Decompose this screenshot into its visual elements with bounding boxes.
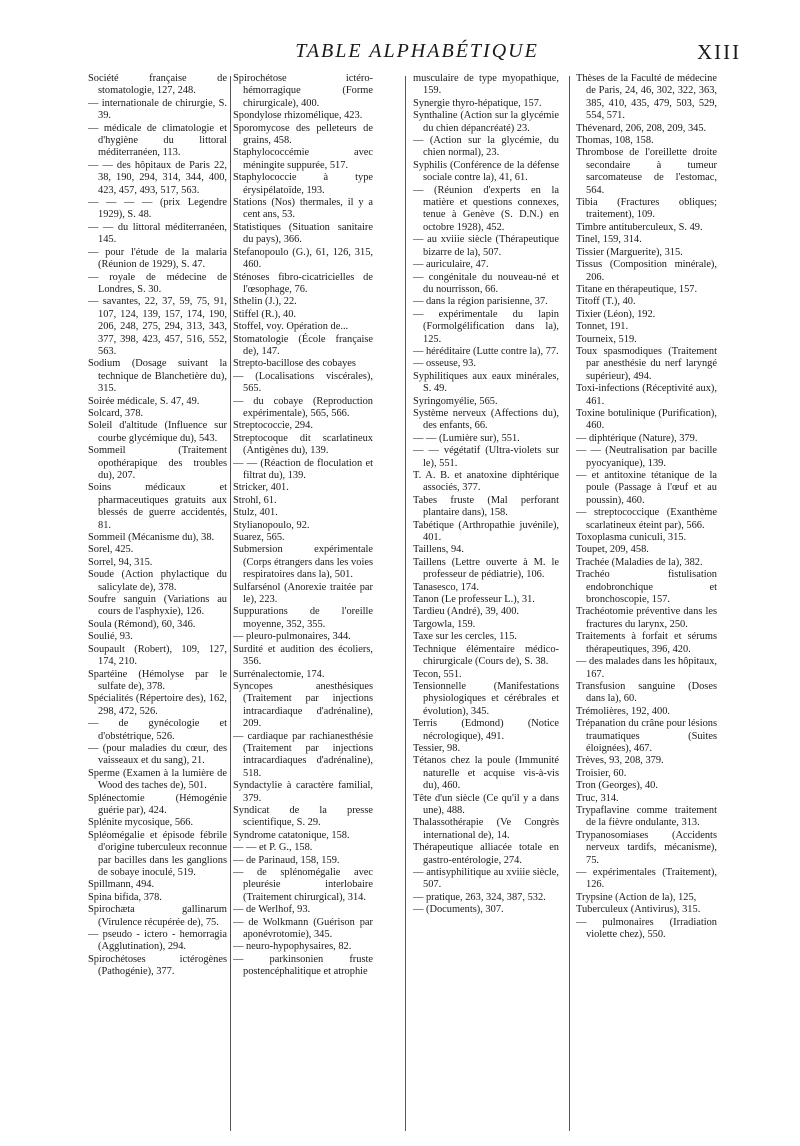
index-entry: Surrénalectomie, 174. bbox=[233, 668, 325, 680]
index-entry: Tibia (Fractures obliques; traitement), 109. bbox=[576, 197, 717, 221]
index-entry: Staphylococcémie avec méningite suppurée, 517. bbox=[233, 147, 373, 171]
index-entry: — au xviiie siècle (Thérapeutique bizarre de la), 507. bbox=[413, 234, 559, 258]
index-entry: Trypaflavine comme traitement de la fièvre ondulante, 313. bbox=[576, 804, 717, 829]
index-entry: — royale de médecine de Londres, S. 30. bbox=[88, 271, 227, 295]
index-entry: — parkinsonien fruste postencéphalitique et atrophie bbox=[233, 953, 373, 978]
index-entry: — dans la région parisienne, 37. bbox=[413, 296, 548, 308]
index-entry: — (Réunion d'experts en la matière et questions connexes, tenue à Genève (S. D.N.) en octobre 1928), 452. bbox=[413, 184, 559, 233]
index-entry: — des malades dans les hôpitaux, 167. bbox=[576, 656, 717, 680]
index-entry: Taillens (Lettre ouverte à M. le professeur de pédiatrie), 106. bbox=[413, 556, 559, 581]
index-entry: Suppurations de l'oreille moyenne, 352, 355. bbox=[233, 606, 373, 630]
index-entry: Thèses de la Faculté de médecine de Paris, 24, 46, 302, 322, 363, 385, 410, 435, 479, 503, 529, 554, 571. bbox=[576, 73, 717, 122]
index-entry: Tardieu (André), 39, 400. bbox=[413, 606, 520, 618]
index-entry: Syndactylie à caractère familial, 379. bbox=[233, 780, 373, 804]
column-divider bbox=[405, 76, 406, 1131]
index-entry: Thalassothérapie (Ve Congrès international de), 14. bbox=[413, 817, 559, 841]
index-entry: Soupault (Robert), 109, 127, 174, 210. bbox=[88, 643, 227, 668]
index-entry: Truc, 314. bbox=[576, 792, 619, 804]
index-entry: Toupet, 209, 458. bbox=[576, 544, 649, 556]
index-entry: Syndicat de la presse scientifique, S. 29. bbox=[233, 804, 373, 829]
index-entry: Sténoses fibro-cicatricielles de l'œsophage, 76. bbox=[233, 271, 373, 295]
index-entry: Troisier, 60. bbox=[576, 767, 627, 779]
index-entry: — de splénomégalie avec pleurésie interlobaire (Traitement chirurgical), 314. bbox=[233, 867, 373, 903]
index-entry: Solcard, 378. bbox=[88, 407, 144, 419]
index-entry: — streptococcique (Exanthème scarlatineux éteint par), 566. bbox=[576, 507, 717, 531]
index-entry: Tabétique (Arthropathie juvénile), 401. bbox=[413, 519, 559, 544]
index-entry: Staphylococcie à type érysipélatoïde, 193. bbox=[233, 172, 373, 196]
index-entry: — osseuse, 93. bbox=[413, 358, 476, 370]
index-entry: Timbre antituberculeux, S. 49. bbox=[576, 221, 703, 233]
index-entry: Traitements à forfait et sérums thérapeutiques, 396, 420. bbox=[576, 631, 717, 655]
index-entry: Splénite mycosique, 566. bbox=[88, 817, 194, 829]
index-entry: Trachéo fistulisation endobronchique et bronchoscopie, 157. bbox=[576, 569, 717, 606]
index-entry: — — des hôpitaux de Paris 22, 38, 190, 294, 314, 344, 400, 423, 457, 493, 517, 563. bbox=[88, 159, 227, 196]
index-entry: Taxe sur les cercles, 115. bbox=[413, 631, 517, 643]
index-entry: Sulfarsénol (Anorexie traitée par le), 223. bbox=[233, 581, 373, 606]
index-entry: — héréditaire (Lutte contre la), 77. bbox=[413, 345, 559, 357]
index-entry: Stomatologie (École française de), 147. bbox=[233, 333, 373, 357]
index-entry: — de gynécologie et d'obstétrique, 526. bbox=[88, 718, 227, 742]
index-entry: — de Werlhof, 93. bbox=[233, 904, 311, 916]
index-entry: Tissier (Marguerite), 315. bbox=[576, 246, 683, 258]
index-entry: — pulmonaires (Irradiation violette chez), 550. bbox=[576, 916, 717, 941]
index-entry: Soirée médicale, S. 47, 49. bbox=[88, 395, 200, 407]
index-entry: musculaire de type myopathique, 159. bbox=[413, 73, 559, 97]
index-entry: Stoffel, voy. Opération de... bbox=[233, 321, 349, 333]
index-column-3 bbox=[413, 73, 559, 1133]
index-entry: Transfusion sanguine (Doses dans la), 60. bbox=[576, 680, 717, 705]
index-entry: — — (Lumière sur), 551. bbox=[413, 432, 520, 444]
index-entry: Stylianopoulo, 92. bbox=[233, 519, 310, 531]
index-entry: Syringomyélie, 565. bbox=[413, 395, 498, 407]
index-entry: Streptocoque dit scarlatineux (Antigènes du), 139. bbox=[233, 432, 373, 457]
index-column-1 bbox=[88, 73, 227, 1133]
index-entry: Tonnet, 191. bbox=[576, 321, 629, 333]
index-entry: — cardiaque par rachianesthésie (Traitement par injections intracardiaques d'adrénaline), 518. bbox=[233, 730, 373, 779]
index-entry: Stricker, 401. bbox=[233, 482, 289, 494]
index-entry: — de Wolkmann (Guérison par aponévrotomie), 345. bbox=[233, 916, 373, 941]
index-entry: Stulz, 401. bbox=[233, 507, 278, 519]
index-entry: Sporomycose des pelleteurs de grains, 458. bbox=[233, 122, 373, 147]
index-entry: Sthelin (J.), 22. bbox=[233, 296, 297, 308]
index-entry: Spondylose rhizomélique, 423. bbox=[233, 110, 363, 122]
index-entry: Surdité et audition des écoliers, 356. bbox=[233, 643, 373, 668]
index-entry: Spina bifida, 378. bbox=[88, 891, 162, 903]
index-entry: Spirochæta gallinarum (Virulence récupérée de), 75. bbox=[88, 904, 227, 928]
index-entry: — — végétatif (Ultra-violets sur le), 551. bbox=[413, 445, 559, 469]
index-entry: — antisyphilitique au xviiie siècle, 507. bbox=[413, 867, 559, 891]
index-column-4 bbox=[576, 73, 717, 1133]
index-entry: Synergie thyro-hépatique, 157. bbox=[413, 97, 542, 109]
index-entry: Titoff (T.), 40. bbox=[576, 296, 636, 308]
index-entry: Trypanosomiases (Accidents nerveux tardifs, mécanisme), 75. bbox=[576, 829, 717, 866]
index-entry: — — du littoral méditerranéen, 145. bbox=[88, 221, 227, 246]
index-entry: Soula (Rémond), 60, 346. bbox=[88, 618, 196, 630]
index-entry: Trépanation du crâne pour lésions traumatiques (Suites éloignées), 467. bbox=[576, 718, 717, 754]
index-entry: Soleil d'altitude (Influence sur courbe glycémique du), 543. bbox=[88, 420, 227, 444]
index-entry: Terris (Edmond) (Notice nécrologique), 491. bbox=[413, 718, 559, 742]
index-entry: Titane en thérapeutique, 157. bbox=[576, 283, 698, 295]
index-entry: — (Localisations viscérales), 565. bbox=[233, 370, 373, 395]
index-entry: T. A. B. et anatoxine diphtérique associés, 377. bbox=[413, 470, 559, 494]
index-entry: — (Documents), 307. bbox=[413, 904, 504, 916]
index-entry: — expérimentale du lapin (Formolgélification dans la), 125. bbox=[413, 308, 559, 345]
index-entry: — auriculaire, 47. bbox=[413, 259, 489, 271]
index-entry: Sorrel, 94, 315. bbox=[88, 556, 153, 568]
index-entry: Stiffel (R.), 40. bbox=[233, 308, 297, 320]
index-entry: Targowla, 159. bbox=[413, 618, 476, 630]
index-entry: Trypsine (Action de la), 125, bbox=[576, 891, 697, 903]
index-entry: Synthaline (Action sur la glycémie du chien dépancréaté) 23. bbox=[413, 110, 559, 134]
index-entry: Statistiques (Situation sanitaire du pays), 366. bbox=[233, 221, 373, 246]
index-entry: Submersion expérimentale (Corps étrangers dans les voies respiratoires dans la), 501. bbox=[233, 544, 373, 581]
index-entry: Tinel, 159, 314. bbox=[576, 234, 642, 246]
index-entry: Tuberculeux (Antivirus), 315. bbox=[576, 904, 701, 916]
index-entry: Thomas, 108, 158. bbox=[576, 135, 654, 147]
index-entry: Sperme (Examen à la lumière de Wood des taches de), 501. bbox=[88, 767, 227, 792]
index-entry: — médicale de climatologie et d'hygiène du littoral méditerranéen, 113. bbox=[88, 122, 227, 159]
index-entry: Thérapeutique alliacée totale en gastro-entérologie, 274. bbox=[413, 842, 559, 866]
index-entry: — congénitale du nouveau-né et du nourrisson, 66. bbox=[413, 271, 559, 295]
index-entry: Tecon, 551. bbox=[413, 668, 462, 680]
index-entry: Syncopes anesthésiques (Traitement par injections intracardiaque d'adrénaline), 209. bbox=[233, 680, 373, 730]
index-entry: — expérimentales (Traitement), 126. bbox=[576, 867, 717, 891]
index-entry: Système nerveux (Affections du), des enfants, 66. bbox=[413, 407, 559, 432]
index-entry: — neuro-hypophysaires, 82. bbox=[233, 941, 352, 953]
index-entry: Tanon (Le professeur L.), 31. bbox=[413, 594, 535, 606]
index-entry: Thrombose de l'oreillette droite secondaire à tumeur sarcomateuse de l'estomac, 564. bbox=[576, 147, 717, 196]
index-entry: Toxi-infections (Réceptivité aux), 461. bbox=[576, 383, 717, 407]
index-entry: Spirochétose ictéro-hémorragique (Forme chirurgicale), 400. bbox=[233, 73, 373, 109]
index-entry: Stefanopoulo (G.), 61, 126, 315, 460. bbox=[233, 246, 373, 271]
index-entry: Spartéine (Hémolyse par le sulfate de), 378. bbox=[88, 668, 227, 692]
index-entry: Soins médicaux et pharmaceutiques gratuits aux blessés de guerre accidentés, 81. bbox=[88, 482, 227, 531]
index-entry: Spécialités (Répertoire des), 162, 298, 472, 526. bbox=[88, 693, 227, 717]
index-entry: — internationale de chirurgie, S. 39. bbox=[88, 97, 227, 122]
index-entry: Toux spasmodiques (Traitement par anesthésie du nerf laryngé supérieur), 494. bbox=[576, 345, 717, 382]
index-entry: Trèves, 93, 208, 379. bbox=[576, 755, 664, 767]
index-entry: Tron (Georges), 40. bbox=[576, 780, 658, 792]
index-entry: Sommeil (Mécanisme du), 38. bbox=[88, 532, 215, 544]
index-entry: Splénectomie (Hémogénie guérie par), 424. bbox=[88, 792, 227, 816]
index-entry: — — et P. G., 158. bbox=[233, 842, 313, 854]
index-entry: Technique élémentaire médico-chirurgicale (Cours de), S. 38. bbox=[413, 643, 559, 668]
index-entry: Sommeil (Traitement opothérapique des troubles du), 207. bbox=[88, 445, 227, 481]
index-entry: Spillmann, 494. bbox=[88, 879, 155, 891]
index-entry: — et antitoxine tétanique de la poule (Passage à l'œuf et au poussin), 460. bbox=[576, 470, 717, 506]
index-entry: Société française de stomatologie, 127, 248. bbox=[88, 73, 227, 97]
index-entry: Soulié, 93. bbox=[88, 631, 133, 643]
index-entry: — — — — (prix Legendre 1929), S. 48. bbox=[88, 197, 227, 221]
index-entry: Syphilis (Conférence de la défense sociale contre la), 41, 61. bbox=[413, 159, 559, 184]
index-entry: Trachée (Maladies de la), 382. bbox=[576, 556, 703, 568]
page-number: XIII bbox=[697, 40, 742, 64]
running-title: TABLE ALPHABÉTIQUE bbox=[295, 40, 539, 62]
index-entry: Sorel, 425. bbox=[88, 544, 134, 556]
index-entry: — — (Réaction de floculation et filtrat du), 139. bbox=[233, 457, 373, 481]
index-entry: Streptococcie, 294. bbox=[233, 420, 313, 432]
index-entry: — (Action sur la glycémie, du chien normal), 23. bbox=[413, 135, 559, 159]
index-entry: Tourneix, 519. bbox=[576, 333, 637, 345]
index-entry: — pratique, 263, 324, 387, 532. bbox=[413, 891, 546, 903]
index-entry: Stations (Nos) thermales, il y a cent ans, 53. bbox=[233, 197, 373, 221]
index-entry: — (pour maladies du cœur, des vaisseaux et du sang), 21. bbox=[88, 742, 227, 767]
index-entry: Taillens, 94. bbox=[413, 544, 464, 556]
index-entry: Strohl, 61. bbox=[233, 494, 277, 506]
index-entry: Syphilitiques aux eaux minérales, S. 49. bbox=[413, 370, 559, 395]
index-entry: Toxoplasma cuniculi, 315. bbox=[576, 532, 687, 544]
index-entry: — pour l'étude de la malaria (Réunion de 1929), S. 47. bbox=[88, 246, 227, 271]
index-entry: — de Parinaud, 158, 159. bbox=[233, 854, 340, 866]
index-entry: Tabes fruste (Mal perforant plantaire dans), 158. bbox=[413, 494, 559, 519]
column-divider bbox=[230, 76, 231, 1131]
index-entry: Tessier, 98. bbox=[413, 742, 461, 754]
index-entry: — — (Neutralisation par bacille pyocyanique), 139. bbox=[576, 445, 717, 469]
index-entry: Trémolières, 192, 400. bbox=[576, 705, 670, 717]
index-entry: Spirochétoses ictérogènes (Pathogénie), 377. bbox=[88, 953, 227, 978]
index-entry: — pseudo - ictero - hemorragia (Agglutination), 294. bbox=[88, 929, 227, 953]
index-entry: Soude (Action phylactique du salicylate de), 378. bbox=[88, 569, 227, 593]
index-entry: Tixier (Léon), 192. bbox=[576, 308, 656, 320]
index-entry: Spléomégalie et épisode fébrile d'origine tuberculeux reconnue par bacilles dans les ganglions de sobaye inoculé, 519. bbox=[88, 829, 227, 878]
index-entry: — savantes, 22, 37, 59, 75, 91, 107, 124, 139, 157, 174, 190, 206, 248, 275, 294, 313, 343, 377, 398, 423, 457, 516, 552, 563. bbox=[88, 296, 227, 357]
index-entry: Soufre sanguin (Variations au cours de l'asphyxie), 126. bbox=[88, 594, 227, 618]
index-entry: — diphtérique (Nature), 379. bbox=[576, 432, 698, 444]
index-entry: Strepto-bacillose des cobayes bbox=[233, 358, 356, 370]
index-entry: Tissus (Composition minérale), 206. bbox=[576, 259, 717, 283]
index-entry: Tanasesco, 174. bbox=[413, 581, 479, 593]
index-entry: Toxine botulinique (Purification), 460. bbox=[576, 407, 717, 432]
index-entry: Sodium (Dosage suivant la technique de Blanchetière du), 315. bbox=[88, 358, 227, 395]
index-entry: Tête d'un siècle (Ce qu'il y a dans une), 488. bbox=[413, 792, 559, 816]
column-divider bbox=[569, 76, 570, 1131]
index-entry: — pleuro-pulmonaires, 344. bbox=[233, 631, 351, 643]
index-entry: Suarez, 565. bbox=[233, 532, 285, 544]
index-entry: Tétanos chez la poule (Immunité naturelle et acquise vis-à-vis du), 460. bbox=[413, 755, 559, 792]
index-entry: Thévenard, 206, 208, 209, 345. bbox=[576, 122, 707, 134]
index-entry: Syndrome catatonique, 158. bbox=[233, 829, 350, 841]
index-entry: Trachéotomie préventive dans les fractures du larynx, 250. bbox=[576, 606, 717, 630]
index-column-2 bbox=[233, 73, 373, 1133]
index-entry: Tensionnelle (Manifestations physiologiques et cérébrales et évolution), 345. bbox=[413, 680, 559, 717]
index-entry: — du cobaye (Reproduction expérimentale), 565, 566. bbox=[233, 395, 373, 419]
